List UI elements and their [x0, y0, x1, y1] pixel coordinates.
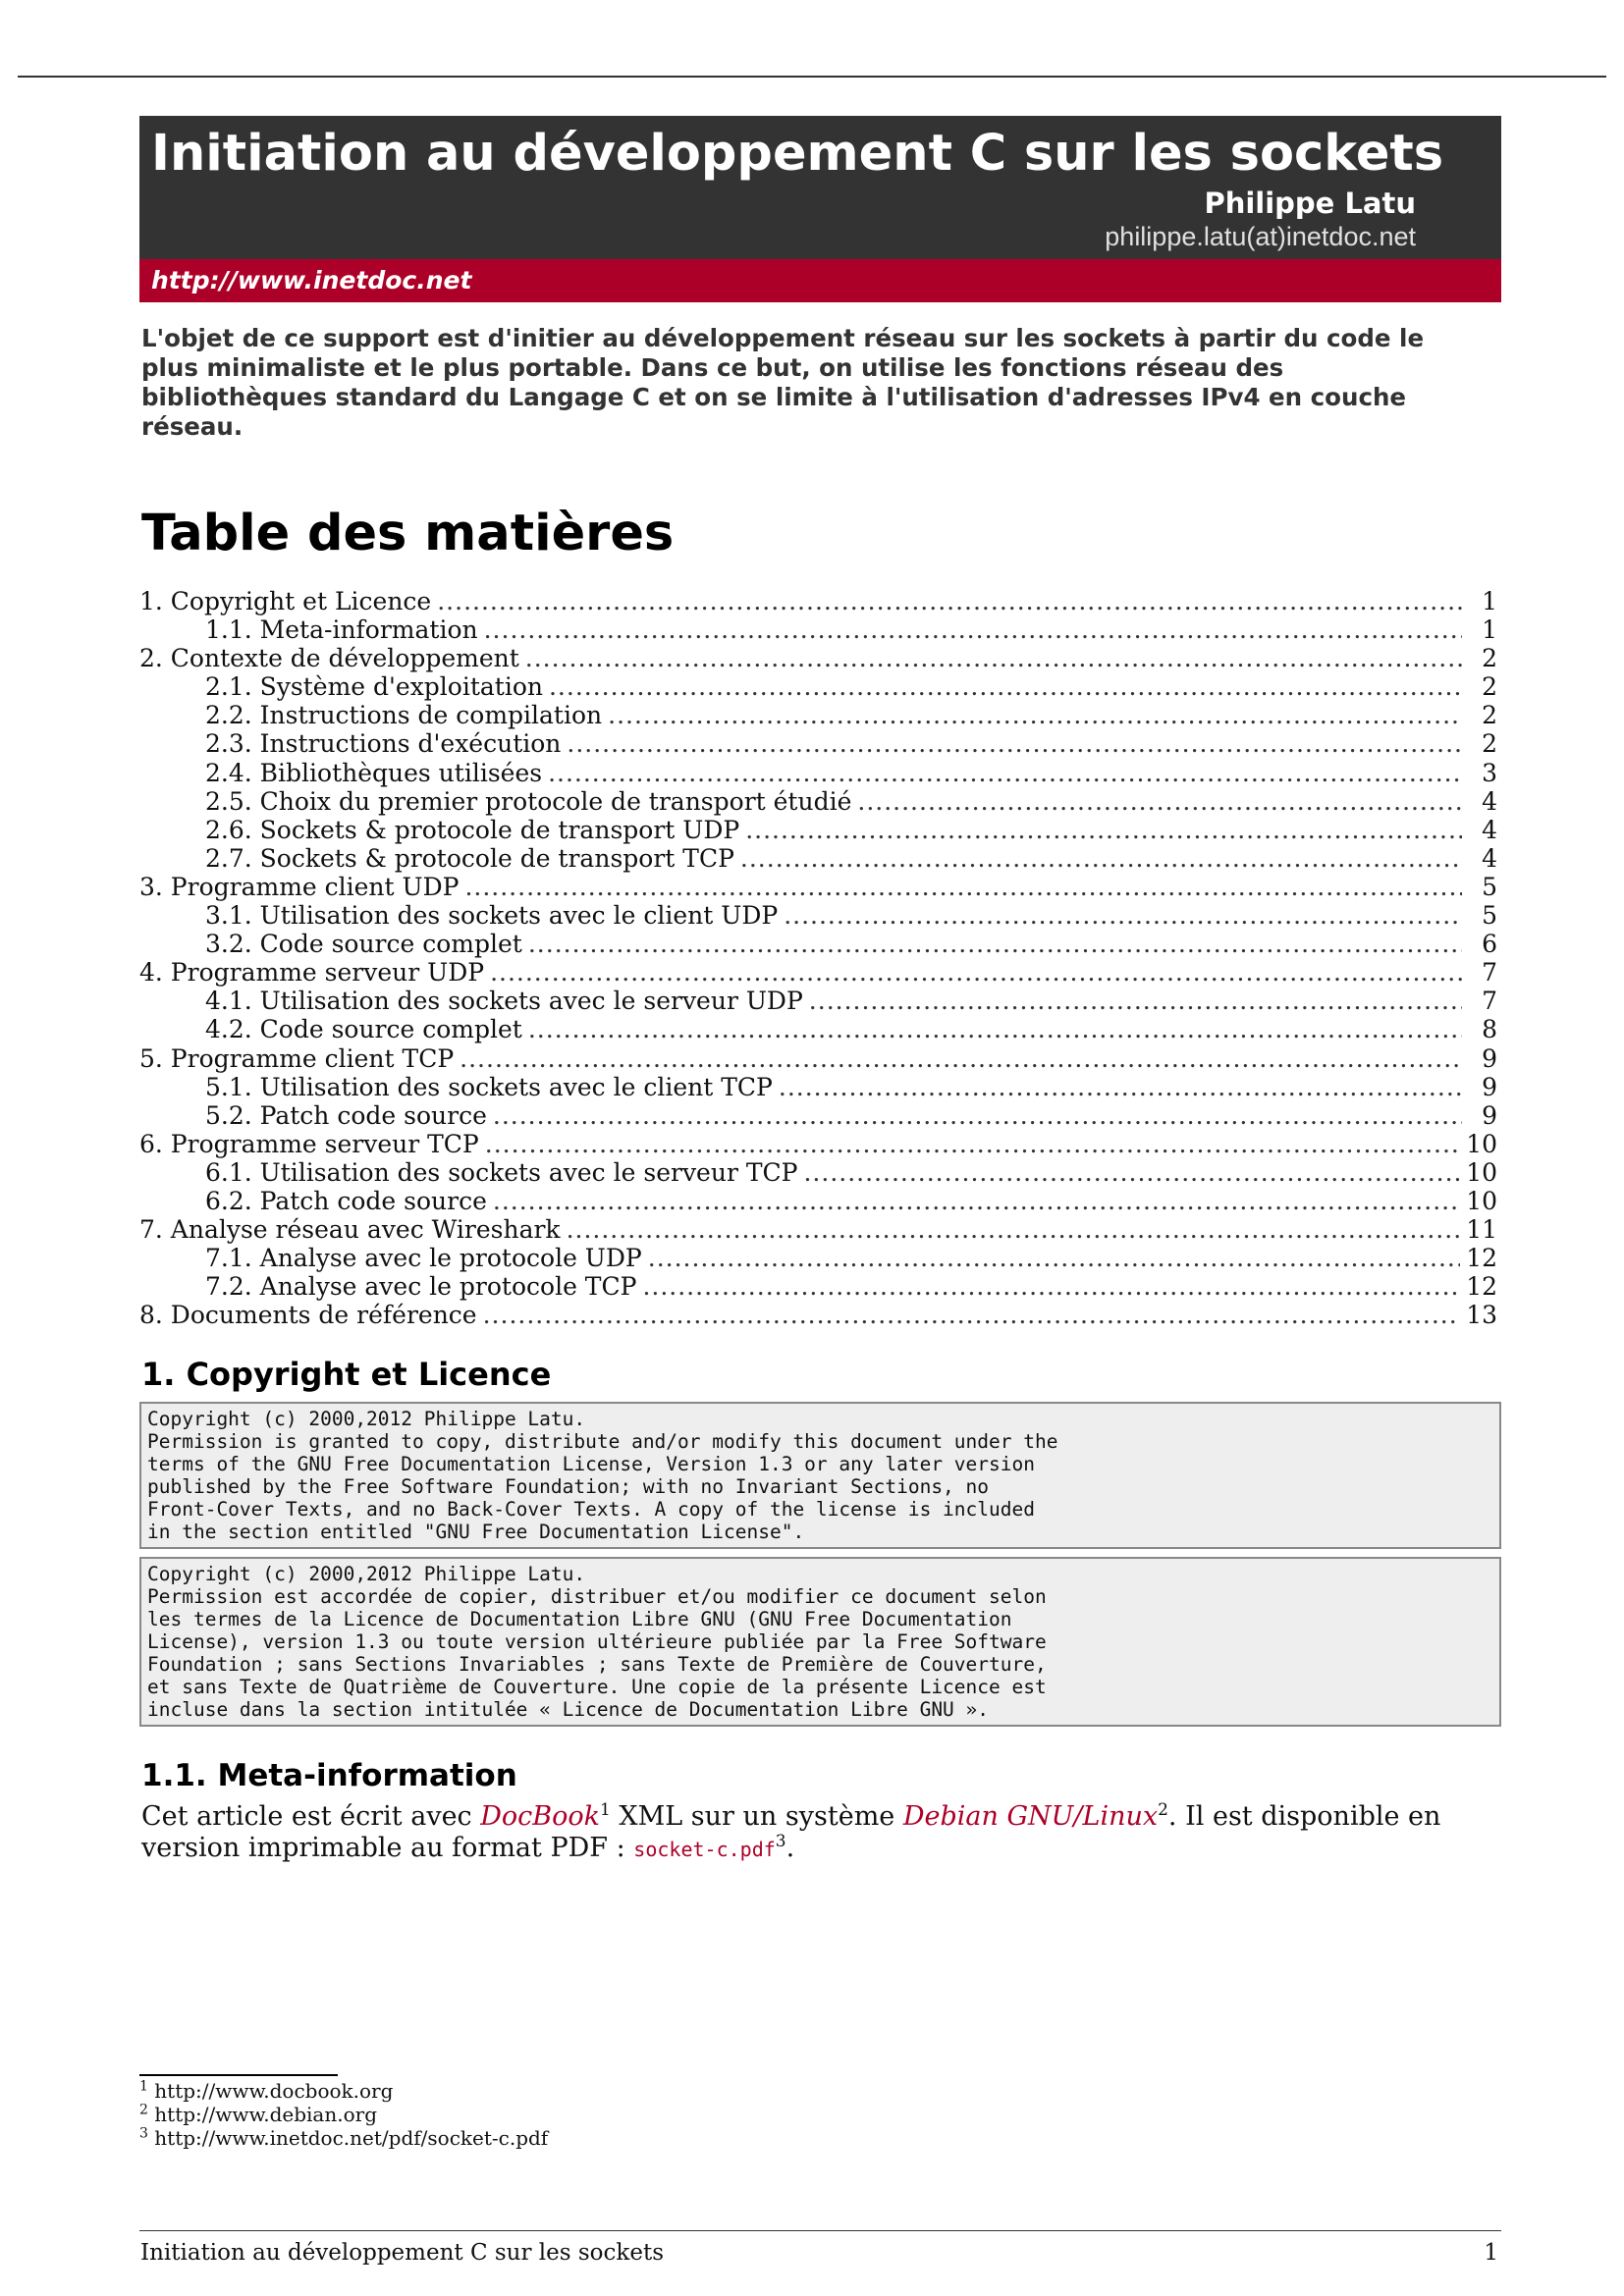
toc-entry[interactable]: [139, 615, 1501, 644]
toc-entry[interactable]: [139, 1187, 1501, 1215]
toc-entry-page[interactable]: 2: [1482, 644, 1497, 673]
toc-entry-label[interactable]: 3.1. Utilisation des sockets avec le client UDP: [205, 901, 779, 931]
footnote-ref-2[interactable]: 2: [1158, 1800, 1168, 1821]
footnotes: [139, 2079, 548, 2150]
footnote-url[interactable]: http://www.inetdoc.net/pdf/socket-c.pdf: [154, 2126, 549, 2150]
toc-entry-label[interactable]: 2.2. Instructions de compilation: [205, 701, 603, 730]
toc-entry[interactable]: [139, 729, 1501, 758]
toc-leader-dots: [567, 1215, 1461, 1244]
footnote-ref-1[interactable]: 1: [600, 1800, 611, 1821]
toc-leader-dots: [740, 844, 1462, 873]
toc-heading: Table des matières: [141, 505, 675, 562]
footer-rule: [139, 2230, 1501, 2231]
toc-entry-label[interactable]: 2.6. Sockets & protocole de transport UDP: [205, 815, 740, 844]
toc-entry-label[interactable]: 2.3. Instructions d'exécution: [205, 729, 562, 759]
document-title: Initiation au développement C sur les sockets: [151, 125, 1444, 183]
toc-entry[interactable]: [139, 1101, 1501, 1130]
section-heading-meta-information: 1.1. Meta-information: [141, 1758, 517, 1794]
table-of-contents: [139, 587, 1501, 1329]
toc-entry-page[interactable]: 2: [1482, 672, 1497, 702]
toc-entry[interactable]: [139, 844, 1501, 873]
footnote-item: [139, 2079, 548, 2103]
toc-leader-dots: [745, 816, 1462, 844]
footnote-item: [139, 2126, 548, 2150]
toc-entry[interactable]: [139, 1301, 1501, 1329]
text-fragment: . Il est disponible en version imprimable au format PDF :: [141, 1801, 1441, 1864]
toc-entry[interactable]: [139, 1015, 1501, 1043]
toc-entry-page[interactable]: 13: [1466, 1301, 1497, 1330]
toc-entry[interactable]: [139, 816, 1501, 844]
toc-entry-label[interactable]: 7.1. Analyse avec le protocole UDP: [205, 1244, 642, 1273]
toc-leader-dots: [648, 1244, 1460, 1272]
toc-entry-label[interactable]: 8. Documents de référence: [139, 1301, 477, 1330]
toc-entry[interactable]: [139, 1272, 1501, 1301]
toc-leader-dots: [483, 1301, 1461, 1329]
toc-entry[interactable]: [139, 1244, 1501, 1272]
toc-entry[interactable]: [139, 701, 1501, 729]
toc-leader-dots: [528, 930, 1462, 958]
toc-leader-dots: [608, 701, 1462, 729]
author-email: philippe.latu(at)inetdoc.net: [1105, 222, 1416, 251]
text-fragment: Cet article est écrit avec: [141, 1801, 481, 1833]
section-heading-copyright: 1. Copyright et Licence: [141, 1356, 552, 1394]
toc-entry-page[interactable]: 10: [1466, 1129, 1497, 1158]
toc-entry-page[interactable]: 2: [1482, 729, 1497, 759]
toc-entry-page[interactable]: 7: [1482, 958, 1497, 988]
toc-entry[interactable]: [139, 873, 1501, 901]
toc-entry-page[interactable]: 4: [1482, 815, 1497, 844]
site-url-bar: [139, 259, 1501, 302]
toc-leader-dots: [460, 1044, 1462, 1073]
toc-entry-page[interactable]: 7: [1482, 987, 1497, 1016]
footer-title: Initiation au développement C sur les sockets: [140, 2240, 664, 2266]
author-name: Philippe Latu: [1204, 187, 1416, 220]
toc-entry-label[interactable]: 5. Programme client TCP: [139, 1043, 455, 1073]
toc-leader-dots: [809, 987, 1462, 1015]
toc-leader-dots: [490, 958, 1462, 987]
toc-entry-page[interactable]: 10: [1466, 1186, 1497, 1215]
toc-entry-label[interactable]: 1.1. Meta-information: [205, 615, 478, 645]
toc-entry-page[interactable]: 9: [1482, 1100, 1497, 1130]
toc-entry-label[interactable]: 2.4. Bibliothèques utilisées: [205, 758, 543, 787]
toc-entry[interactable]: [139, 587, 1501, 615]
footnote-ref-3[interactable]: 3: [775, 1832, 786, 1852]
toc-entry-label[interactable]: 4.1. Utilisation des sockets avec le serveur UDP: [205, 987, 803, 1016]
toc-entry-page[interactable]: 6: [1482, 930, 1497, 959]
toc-entry[interactable]: [139, 787, 1501, 816]
meta-information-paragraph: [139, 1801, 1501, 1865]
toc-entry-page[interactable]: 8: [1482, 1015, 1497, 1044]
footnote-url[interactable]: http://www.debian.org: [154, 2103, 377, 2126]
text-fragment: .: [785, 1833, 795, 1864]
toc-leader-dots: [567, 729, 1462, 758]
debian-link[interactable]: Debian GNU/Linux: [902, 1801, 1159, 1833]
toc-leader-dots: [803, 1158, 1460, 1187]
toc-leader-dots: [528, 1015, 1462, 1043]
toc-entry[interactable]: [139, 1073, 1501, 1101]
toc-entry-label[interactable]: 4. Programme serveur UDP: [139, 958, 485, 988]
toc-leader-dots: [493, 1187, 1460, 1215]
toc-entry-label[interactable]: 3.2. Code source complet: [205, 930, 522, 959]
toc-entry[interactable]: [139, 1044, 1501, 1073]
toc-entry[interactable]: [139, 672, 1501, 701]
toc-entry-label[interactable]: 7. Analyse réseau avec Wireshark: [139, 1215, 561, 1245]
toc-entry-label[interactable]: 5.1. Utilisation des sockets avec le client TCP: [205, 1072, 773, 1101]
toc-entry-label[interactable]: 3. Programme client UDP: [139, 872, 460, 901]
toc-leader-dots: [548, 759, 1462, 787]
toc-entry-label[interactable]: 2.1. Système d'exploitation: [205, 672, 543, 702]
toc-leader-dots: [484, 615, 1462, 644]
top-rule: [18, 76, 1606, 78]
toc-entry[interactable]: [139, 759, 1501, 787]
toc-entry-label[interactable]: 1. Copyright et Licence: [139, 587, 432, 615]
toc-entry-page[interactable]: 12: [1466, 1272, 1497, 1302]
footnote-number: 3: [139, 2125, 148, 2142]
page-content: [139, 116, 1501, 1865]
abstract: L'objet de ce support est d'initier au développement réseau sur les sockets à partir du code le plus minimaliste et le plus portable. Dans ce but, on utilise les fonctions réseau des bibliothèques standard du Langage C et on se limite à l'utilisation d'adresses IPv4 en couche réseau.: [141, 324, 1425, 441]
toc-leader-dots: [779, 1073, 1462, 1101]
toc-entry-label[interactable]: 5.2. Patch code source: [205, 1100, 487, 1130]
toc-entry-label[interactable]: 7.2. Analyse avec le protocole TCP: [205, 1272, 637, 1302]
text-fragment: XML sur un système: [610, 1801, 903, 1833]
toc-entry-label[interactable]: 2. Contexte de développement: [139, 644, 519, 673]
toc-leader-dots: [549, 672, 1462, 701]
toc-leader-dots: [464, 873, 1462, 901]
toc-entry-label[interactable]: 6.2. Patch code source: [205, 1186, 487, 1215]
toc-entry[interactable]: [139, 958, 1501, 987]
footnote-number: 2: [139, 2102, 148, 2118]
toc-entry-label[interactable]: 6.1. Utilisation des sockets avec le serveur TCP: [205, 1157, 798, 1187]
toc-leader-dots: [525, 644, 1462, 672]
footer-page-number: 1: [1484, 2240, 1498, 2266]
site-url-link[interactable]: http://www.inetdoc.net: [151, 266, 472, 294]
footnote-item: [139, 2103, 548, 2126]
toc-entry-page[interactable]: 10: [1466, 1157, 1497, 1187]
toc-leader-dots: [642, 1272, 1460, 1301]
toc-entry-page[interactable]: 9: [1482, 1043, 1497, 1073]
toc-leader-dots: [485, 1130, 1460, 1158]
toc-entry[interactable]: [139, 644, 1501, 672]
toc-entry-label[interactable]: 2.7. Sockets & protocole de transport TCP: [205, 843, 734, 873]
toc-entry-label[interactable]: 2.5. Choix du premier protocole de transport étudié: [205, 786, 852, 816]
footnote-rule: [139, 2074, 338, 2076]
toc-entry-page[interactable]: 5: [1482, 901, 1497, 931]
toc-entry[interactable]: [139, 930, 1501, 958]
toc-entry-page[interactable]: 2: [1482, 701, 1497, 730]
title-block: [139, 116, 1501, 259]
toc-entry[interactable]: [139, 1215, 1501, 1244]
toc-entry-page[interactable]: 1: [1482, 587, 1497, 615]
toc-entry[interactable]: [139, 1158, 1501, 1187]
toc-entry-page[interactable]: 3: [1482, 758, 1497, 787]
license-french-box: Copyright (c) 2000,2012 Philippe Latu. Permission est accordée de copier, distribuer et/ou modifier ce document selon les termes de la Licence de Documentation Libre GNU (GNU Free Documentation License), version 1.3 ou toute version ultérieure publiée par la Free Software Foundation ; sans Sections Invariables ; sans Texte de Première de Couverture, et sans Texte de Quatrième de Couverture. Une copie de la présente Licence est incluse dans la section intitulée « Licence de Documentation Libre GNU ».: [139, 1557, 1501, 1727]
toc-entry-page[interactable]: 12: [1466, 1244, 1497, 1273]
toc-entry-page[interactable]: 1: [1482, 615, 1497, 645]
docbook-link[interactable]: DocBook: [480, 1801, 601, 1833]
license-english-box: Copyright (c) 2000,2012 Philippe Latu. Permission is granted to copy, distribute and/or modify this document under the terms of the GNU Free Documentation License, Version 1.3 or any later version published by the Free Software Foundation; with no Invariant Sections, no Front-Cover Texts, and no Back-Cover Texts. A copy of the license is included in the section entitled "GNU Free Documentation License".: [139, 1402, 1501, 1549]
toc-leader-dots: [857, 787, 1462, 816]
toc-entry[interactable]: [139, 987, 1501, 1015]
toc-entry-label[interactable]: 4.2. Code source complet: [205, 1015, 522, 1044]
toc-entry-label[interactable]: 6. Programme serveur TCP: [139, 1129, 479, 1158]
toc-entry-page[interactable]: 5: [1482, 872, 1497, 901]
toc-leader-dots: [784, 901, 1462, 930]
toc-entry-page[interactable]: 9: [1482, 1072, 1497, 1101]
pdf-link[interactable]: socket-c.pdf: [633, 1838, 776, 1862]
toc-leader-dots: [437, 587, 1462, 615]
footnote-url[interactable]: http://www.docbook.org: [154, 2079, 394, 2103]
toc-entry[interactable]: [139, 1130, 1501, 1158]
toc-leader-dots: [493, 1101, 1462, 1130]
toc-entry-page[interactable]: 11: [1466, 1215, 1497, 1245]
toc-entry-page[interactable]: 4: [1482, 786, 1497, 816]
toc-entry[interactable]: [139, 901, 1501, 930]
toc-entry-page[interactable]: 4: [1482, 843, 1497, 873]
footnote-number: 1: [139, 2078, 148, 2095]
